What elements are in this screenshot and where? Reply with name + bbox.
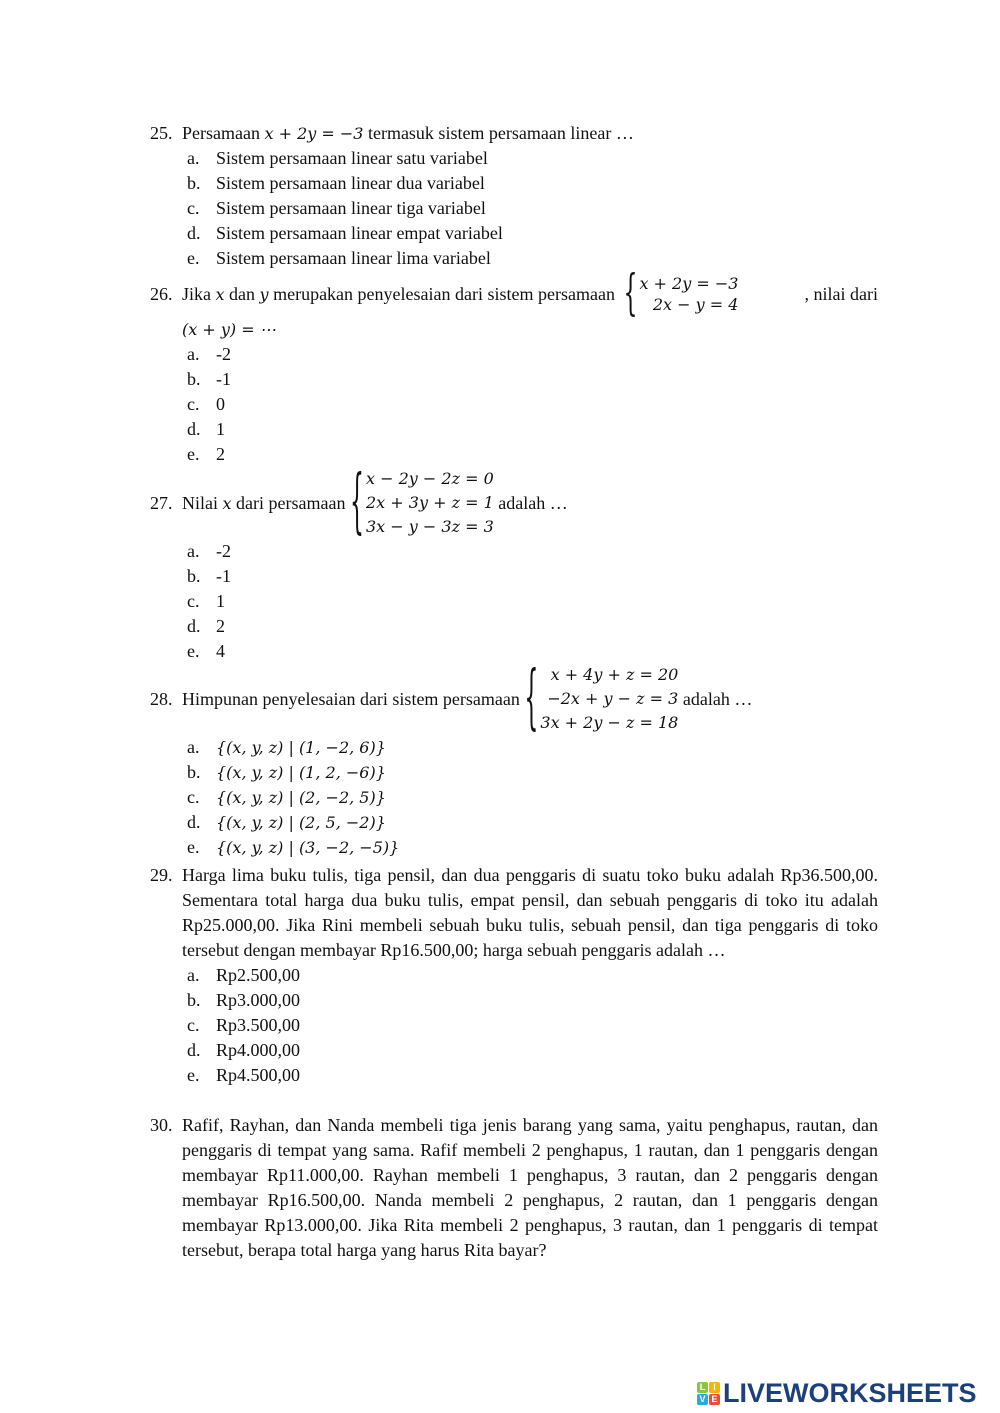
question-number: 25.	[150, 123, 173, 143]
answer-option[interactable]	[187, 367, 878, 392]
liveworksheets-logo	[697, 1378, 977, 1409]
option-letter: a.	[187, 965, 200, 985]
option-text: Sistem persamaan linear empat variabel	[216, 223, 503, 243]
question-number: 30.	[150, 1115, 173, 1135]
question-number: 27.	[150, 492, 173, 513]
equation-system	[349, 463, 494, 543]
brace-icon: {	[623, 266, 638, 322]
option-text: Rp2.500,00	[216, 965, 301, 985]
answer-option[interactable]	[187, 196, 878, 221]
stem-text: , nilai dari	[804, 283, 878, 304]
answer-option[interactable]	[187, 1063, 878, 1088]
options-list	[187, 342, 878, 467]
option-text: Sistem persamaan linear dua variabel	[216, 173, 485, 193]
option-text: {(x, y, z) | (2, 5, −2)}	[216, 813, 386, 832]
stem-text: dari persamaan	[231, 492, 350, 513]
option-text: {(x, y, z) | (3, −2, −5)}	[216, 838, 400, 857]
answer-option[interactable]	[187, 392, 878, 417]
logo-text: LIVEWORKSHEETS	[723, 1378, 977, 1408]
stem-text: dan	[224, 283, 260, 304]
question-stem	[150, 121, 878, 146]
option-letter: c.	[187, 787, 200, 807]
equation: −2x + y − z = 3	[547, 689, 679, 708]
option-text: -1	[216, 566, 231, 586]
answer-option[interactable]	[187, 988, 878, 1013]
question-30	[150, 1113, 878, 1263]
equation: 2x + 3y + z = 1	[365, 493, 494, 512]
option-letter: a.	[187, 737, 200, 757]
answer-option[interactable]	[187, 1038, 878, 1063]
equation: x + 4y + z = 20	[550, 665, 679, 684]
option-letter: d.	[187, 419, 201, 439]
equation: x + 2y = −3	[264, 124, 364, 143]
variable: x	[215, 284, 225, 304]
options-list	[187, 963, 878, 1088]
stem-text: Jika	[182, 283, 216, 304]
option-letter: c.	[187, 198, 200, 218]
option-text: Rp3.000,00	[216, 990, 301, 1010]
question-29	[150, 863, 878, 1088]
option-text: {(x, y, z) | (2, −2, 5)}	[216, 788, 386, 807]
equation: x − 2y − 2z = 0	[365, 469, 494, 488]
answer-option[interactable]	[187, 564, 878, 589]
option-letter: e.	[187, 444, 200, 464]
option-text: {(x, y, z) | (1, 2, −6)}	[216, 763, 386, 782]
option-letter: d.	[187, 812, 201, 832]
question-26	[150, 266, 878, 467]
option-text: 4	[216, 641, 225, 661]
stem-text: Nilai	[182, 492, 223, 513]
answer-option[interactable]	[187, 221, 878, 246]
answer-option[interactable]	[187, 963, 878, 988]
option-text: 0	[216, 394, 225, 414]
stem-text: Persamaan	[182, 123, 265, 143]
stem-text: merupakan penyelesaian dari sistem persamaan	[268, 283, 620, 304]
equation-system	[623, 266, 739, 322]
variable: x	[222, 493, 232, 513]
option-text: Rp4.000,00	[216, 1040, 301, 1060]
options-list	[187, 539, 878, 664]
equation: 2x − y = 4	[652, 295, 739, 314]
option-letter: c.	[187, 591, 200, 611]
answer-option[interactable]	[187, 146, 878, 171]
answer-option[interactable]	[187, 539, 878, 564]
variable: y	[259, 284, 269, 304]
option-text: -2	[216, 541, 231, 561]
option-text: Sistem persamaan linear tiga variabel	[216, 198, 486, 218]
brace-icon: {	[524, 659, 539, 739]
logo-tiles-icon	[697, 1382, 720, 1405]
answer-option[interactable]	[187, 835, 878, 860]
answer-option[interactable]	[187, 760, 878, 785]
question-number: 29.	[150, 865, 173, 885]
option-letter: a.	[187, 541, 200, 561]
option-letter: d.	[187, 616, 201, 636]
answer-option[interactable]	[187, 442, 878, 467]
option-text: 1	[216, 591, 225, 611]
option-letter: e.	[187, 1065, 200, 1085]
stem-text: adalah …	[493, 492, 568, 513]
option-letter: e.	[187, 641, 200, 661]
option-letter: a.	[187, 148, 200, 168]
answer-option[interactable]	[187, 246, 878, 271]
question-stem	[150, 659, 878, 739]
logo-tile: I	[709, 1382, 720, 1393]
option-letter: d.	[187, 223, 201, 243]
option-text: Rp4.500,00	[216, 1065, 301, 1085]
answer-option[interactable]	[187, 810, 878, 835]
options-list	[187, 735, 878, 860]
option-letter: d.	[187, 1040, 201, 1060]
stem-text: adalah …	[678, 688, 753, 709]
option-text: Sistem persamaan linear lima variabel	[216, 248, 491, 268]
question-27	[150, 463, 878, 664]
option-text: 2	[216, 616, 225, 636]
option-letter: c.	[187, 1015, 200, 1035]
option-letter: b.	[187, 566, 201, 586]
answer-option[interactable]	[187, 417, 878, 442]
answer-option[interactable]	[187, 589, 878, 614]
option-letter: c.	[187, 394, 200, 414]
answer-option[interactable]	[187, 614, 878, 639]
question-number: 26.	[150, 283, 173, 304]
option-letter: e.	[187, 837, 200, 857]
option-text: 1	[216, 419, 225, 439]
question-number: 28.	[150, 688, 173, 709]
option-text: -2	[216, 344, 231, 364]
options-list	[187, 146, 878, 271]
option-text: {(x, y, z) | (1, −2, 6)}	[216, 738, 386, 757]
equation: x + 2y = −3	[639, 274, 739, 293]
equation: 3x − y − 3z = 3	[365, 517, 494, 536]
question-text: Harga lima buku tulis, tiga pensil, dan dua penggaris di suatu toko buku adalah Rp36.500,00. Sementara total harga dua buku tulis, empat pensil, dan sebuah penggaris di toko itu adalah Rp25.000,00. Jika Rini membeli sebuah buku tulis, sebuah pensil, dan tiga penggaris di toko tersebut dengan membayar Rp16.500,00; harga sebuah penggaris adalah …	[182, 865, 878, 960]
logo-tile: V	[697, 1394, 708, 1405]
question-text: Rafif, Rayhan, dan Nanda membeli tiga jenis barang yang sama, yaitu penghapus, rautan, dan penggaris di tempat yang sama. Rafif membeli 2 penghapus, 1 rautan, dan 1 penggaris dengan membayar Rp11.000,00. Rayhan membeli 1 penghapus, 3 rautan, dan 2 penggaris dengan membayar Rp16.500,00. Nanda membeli 2 penghapus, 2 rautan, dan 1 penggaris dengan membayar Rp13.000,00. Jika Rita membeli 2 penghapus, 3 rautan, dan 1 penggaris di tempat tersebut, berapa total harga yang harus Rita bayar?	[182, 1115, 878, 1260]
stem-text: Himpunan penyelesaian dari sistem persamaan	[182, 688, 525, 709]
stem-text: termasuk sistem persamaan linear …	[363, 123, 634, 143]
question-25	[150, 121, 878, 271]
option-letter: e.	[187, 248, 200, 268]
equation: (x + y) = ⋯	[182, 320, 276, 339]
logo-tile: E	[709, 1394, 720, 1405]
option-text: 2	[216, 444, 225, 464]
question-stem	[150, 463, 878, 543]
option-letter: b.	[187, 990, 201, 1010]
logo-tile: L	[697, 1382, 708, 1393]
answer-option[interactable]	[187, 785, 878, 810]
question-stem	[150, 266, 878, 322]
option-text: -1	[216, 369, 231, 389]
option-text: Sistem persamaan linear satu variabel	[216, 148, 488, 168]
equation-system	[524, 659, 679, 739]
option-letter: a.	[187, 344, 200, 364]
option-text: Rp3.500,00	[216, 1015, 301, 1035]
answer-option[interactable]	[187, 342, 878, 367]
brace-icon: {	[349, 463, 364, 543]
question-28	[150, 659, 878, 860]
option-letter: b.	[187, 369, 201, 389]
option-letter: b.	[187, 762, 201, 782]
answer-option[interactable]	[187, 1013, 878, 1038]
answer-option[interactable]	[187, 171, 878, 196]
equation: 3x + 2y − z = 18	[540, 713, 679, 732]
option-letter: b.	[187, 173, 201, 193]
